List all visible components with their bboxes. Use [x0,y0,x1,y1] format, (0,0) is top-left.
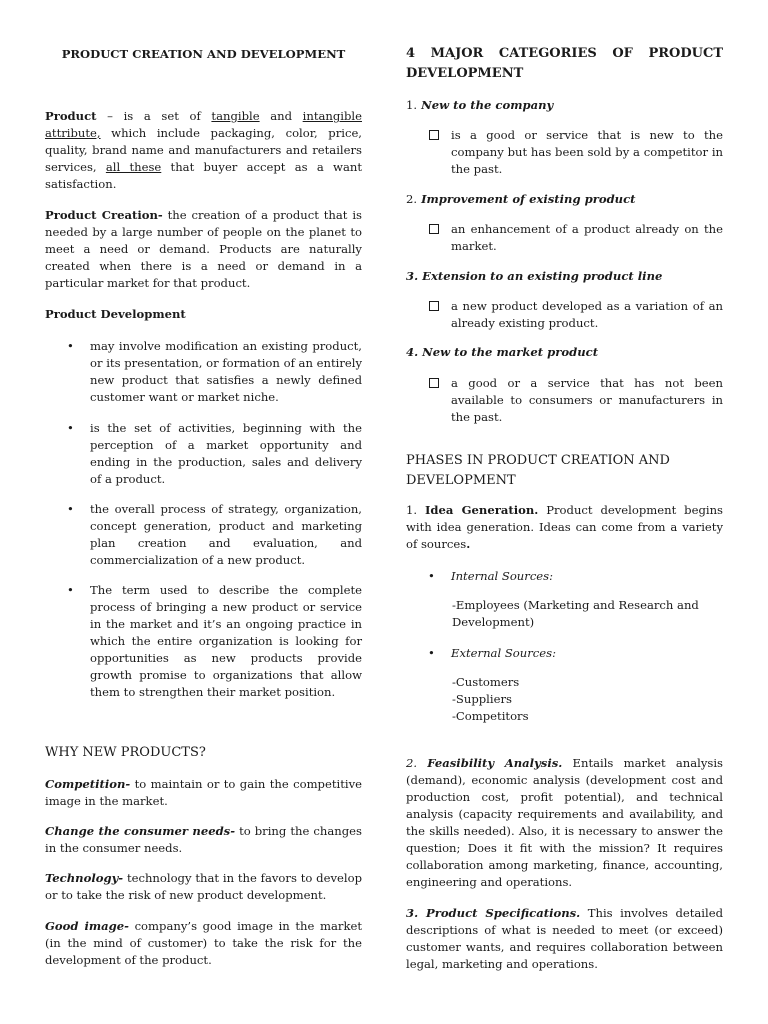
checkbox-icon [429,224,439,234]
reason-text: to bring the changes in the consumer needs. [45,824,362,855]
source-item: -Competitors [452,709,529,723]
phases-heading: PHASES IN PRODUCT CREATION AND DEVELOPMENT [406,453,670,488]
phase-text: Entails market analysis (demand), economic analysis (development cost and production cost, profit potential), and technical analysis (capacity requirements and availability, and the skills needed). Also, it is necessary to answer the question; Does it fit with the mission? It requires collaboration among marketing, finance, accounting, engineering and operations. [406,756,723,889]
product-development-heading: Product Development [45,307,186,321]
why-new-products-heading: WHY NEW PRODUCTS? [45,745,206,760]
phase-text: This involves detailed descriptions of what is needed to meet (or exceed) customer wants, and requires collaboration between legal, marketing and operations. [406,906,723,971]
reason-text: company’s good image in the market (in the mind of customer) to take the risk for the development of the product. [45,919,362,967]
checkbox-icon [429,378,439,388]
bullet-icon: • [67,502,74,516]
phase-number: 3. [406,906,426,920]
phase-text: Product development begins with idea generation. Ideas can come from a variety of sources [406,503,723,551]
checkbox-icon [429,130,439,140]
reason-text: to maintain or to gain the competitive image in the market. [45,777,362,808]
tangible-underlined: tangible [211,109,260,123]
phase-product-specifications [406,905,723,973]
reason-item [45,870,362,904]
bullet-text: The term used to describe the complete process of bringing a new product or service in the market and it’s an ongoing practice in which the entire organization is looking for opportunities as new products provide growth promise to organizations that allow them to strengthen their market position. [90,583,362,699]
category-name: Extension to an existing product line [418,269,663,283]
external-sources-label: External Sources: [451,646,556,660]
product-definition [45,108,362,193]
bullet-icon: • [67,339,74,353]
internal-sources-list [452,597,723,631]
reason-term: Technology- [45,871,124,885]
category-number: 4. [406,345,419,359]
source-item: -Customers [452,675,520,689]
bullet-icon: • [67,583,74,597]
bullet-icon: • [67,421,74,435]
text: that buyer accept as a want satisfaction. [45,160,362,191]
category-title [406,97,723,114]
category-number: 3. [406,269,419,283]
reason-text: technology that in the favors to develop or to take the risk of new product development. [45,871,362,902]
category-name: New to the company [417,98,554,112]
reason-term: Competition- [45,777,131,791]
reason-item [45,776,362,810]
source-item: -Employees (Marketing and Research and Development) [452,598,699,629]
category-name: Improvement of existing product [417,192,636,206]
reason-term: Good image- [45,919,129,933]
text: the creation of a product that is needed by a large number of people on the planet to meet a need or demand. Products are naturally created when there is a need or demand in a particular market for that product. [45,208,362,290]
product-creation-term: Product Creation- [45,208,163,222]
text: which include packaging, color, price, quality, brand name and manufacturers and retailers services, [45,126,362,174]
category-desc-text: is a good or service that is new to the company but has been sold by a competitor in the past. [451,128,723,176]
bullet-text: the overall process of strategy, organization, concept generation, product and marketing plan creation and evaluation, and commercialization of a new product. [90,502,362,567]
category-desc-text: a new product developed as a variation of an already existing product. [451,299,723,330]
internal-sources-label: Internal Sources: [451,569,554,583]
reason-item [45,918,362,969]
bullet-text: may involve modification an existing product, or its presentation, or formation of an entirely new product that satisfies a newly defined customer want or market niche. [90,339,362,404]
reason-term: Change the consumer needs- [45,824,236,838]
external-sources-list [452,674,723,725]
phase-feasibility-analysis [406,755,723,891]
phase-number: 1. [406,503,425,517]
category-title [406,344,723,361]
product-term: Product [45,109,97,123]
source-item: -Suppliers [452,692,512,706]
category-desc-text: an enhancement of a product already on the market. [451,222,723,253]
category-number: 1. [406,98,418,112]
all-these-underlined: all these [105,160,162,174]
bullet-text: is the set of activities, beginning with the perception of a market opportunity and ending in the production, sales and delivery of a product. [90,421,362,486]
reason-item [45,823,362,857]
category-number: 2. [406,192,418,206]
category-title [406,191,723,208]
phase-number: 2. [406,756,428,770]
phase-term: Product Specifications. [426,906,581,920]
dash: – [96,109,124,123]
document-title: PRODUCT CREATION AND DEVELOPMENT [61,47,346,61]
checkbox-icon [429,301,439,311]
phase-idea-generation [406,502,723,553]
category-name: New to the market product [418,345,599,359]
phase-text-end: . [466,537,471,551]
text: and [259,109,303,123]
phase-term: Idea Generation. [424,503,539,517]
bullet-icon: • [428,646,435,660]
intangible-attribute-underlined: intangible attribute, [45,109,362,140]
category-desc-text: a good or a service that has not been available to consumers or manufacturers in the past. [451,376,723,424]
bullet-icon: • [428,569,435,583]
text: is a set of [123,109,212,123]
product-creation-definition [45,207,362,292]
phase-term: Feasibility Analysis. [427,756,563,770]
category-title [406,268,723,285]
categories-heading: 4 MAJOR CATEGORIES OF PRODUCT DEVELOPMENT [406,46,723,81]
